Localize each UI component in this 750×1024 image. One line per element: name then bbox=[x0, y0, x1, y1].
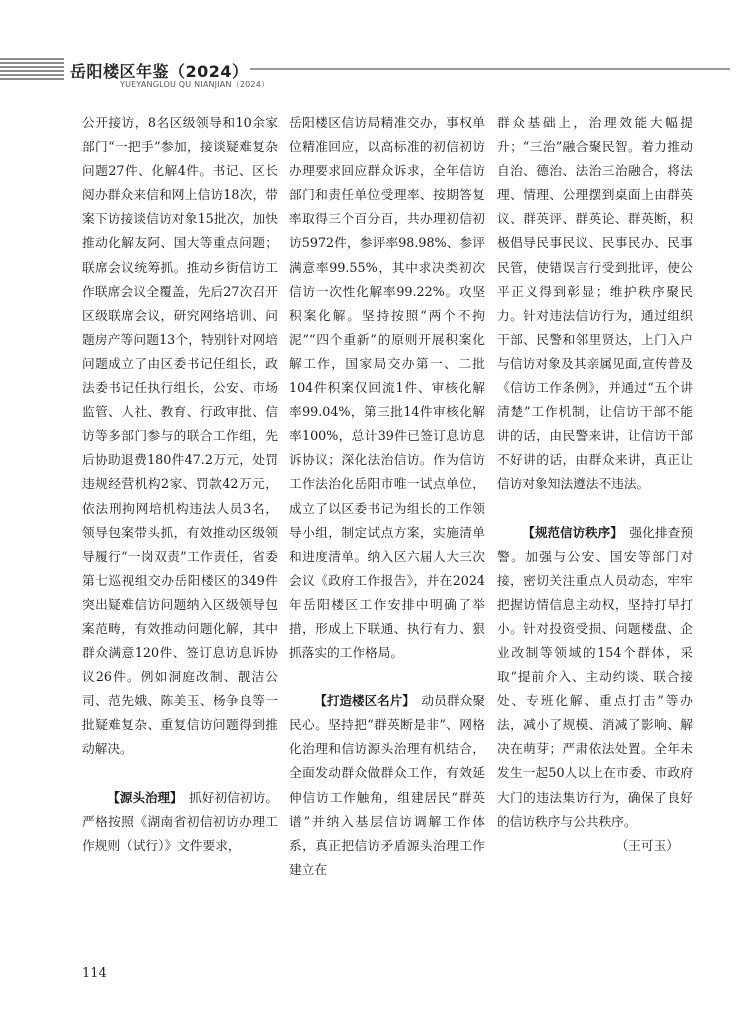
section-body: 强化排查预警。加强与公安、国安等部门对接，密切关注重点人员动态，牢牢把握访情信息主动权，坚持打早打小。针对投资受损、问题楼盘、企业改制等领域的154个群体，采取“提前介入、主动约谈、联合接处、专班化解、重点打击”等办法，减小了规模、消减了影响、解决在萌芽；严肃依法处置。全年未发生一起50人以上在市委、市政府大门的违法集访行为，确保了良好的信访秩序与公共秩序。 bbox=[497, 524, 694, 829]
paragraph-petition-order bbox=[497, 521, 693, 834]
text-column-1 bbox=[82, 111, 278, 858]
author-credit: （王可玉） bbox=[615, 837, 679, 853]
header-stripes-decoration bbox=[0, 58, 64, 84]
paragraph: 公开接访，8名区级领导和10余家部门“一把手”参加，接谈疑难复杂问题27件、化解4件。书记、区长阅办群众来信和网上信访18次，带案下访接谈信访对象15批次，加快推动化解友阿、国大等重点问题；联席会议统筹抓。推动乡街信访工作联席会议全覆盖，先后27次召开区级联席会议，研究网络培训、问题房产等问题13个，特别针对网培问题成立了由区委书记任组长，政法委书记任执行组长，公安、市场监管、人社、教育、行政审批、信访等多部门参与的联合工作组，先后协助退费180件47.2万元，处罚违规经营机构2家、罚款42万元，依法刑拘网培机构违法人员3名，领导包案带头抓，有效推动区级领导履行“一岗双责”工作责任，省委第七巡视组交办岳阳楼区的349件突出疑难信访问题纳入区级领导包案范畴，有效推动问题化解，其中群众满意120件、签订息访息诉协议26件。例如洞庭改制、靓洁公司、范先娥、陈美玉、杨争良等一批疑难复杂、重复信访问题得到推动解决。 bbox=[82, 115, 278, 757]
section-heading: 【打造楼区名片】 bbox=[314, 693, 409, 709]
text-column-3 bbox=[497, 111, 693, 858]
section-body: 抓好初信初访。严格按照《湖南省初信初访办理工作规则（试行）》文件要求， bbox=[82, 789, 279, 853]
paragraph-district-brand bbox=[289, 689, 485, 882]
section-heading: 【规范信访秩序】 bbox=[522, 524, 617, 540]
section-body: 动员群众聚民心。坚持把“群英断是非”、网格化治理和信访源头治理有机结合，全面发动群众做群众工作，有效延伸信访工作触角，组建居民“群英谱”并纳入基层信访调解工作体系，真正把信访矛盾源头治理工作建立在 bbox=[289, 693, 486, 877]
text-column-2 bbox=[289, 111, 485, 882]
yearbook-title: 岳阳楼区年鉴（2024） bbox=[70, 62, 249, 81]
header-rule bbox=[250, 68, 730, 70]
yearbook-subtitle: YUEYANGLOU QU NIANJIAN（2024） bbox=[120, 80, 270, 89]
paragraph-source-governance bbox=[82, 786, 278, 858]
page-header bbox=[0, 0, 750, 100]
paragraph: 岳阳楼区信访局精准交办，事权单位精准回应，以高标准的初信初访办理要求回应群众诉求，全年信访部门和责任单位受理率、按期答复率取得三个百分百，共办理初信初访5972件，参评率98.98%、参评满意率99.55%，其中求决类初次信访一次性化解率99.22%。攻坚积案化解。坚持按照“两个不拘泥”“四个重新”的原则开展积案化解工作，国家局交办第一、二批104件积案仅回流1件、审核化解率99.04%，第三批14件审核化解率100%，总计39件已签订息访息诉协议；深化法治信访。作为信访工作法治化岳阳市唯一试点单位，成立了以区委书记为组长的工作领导小组，制定试点方案，实施清单和进度清单。纳入区六届人大三次会议《政府工作报告》，并在2024年岳阳楼区工作安排中明确了举措，形成上下联通、执行有力、狠抓落实的工作格局。 bbox=[289, 115, 485, 661]
section-heading: 【源头治理】 bbox=[107, 789, 177, 805]
page-number: 114 bbox=[82, 966, 107, 981]
paragraph: 群众基础上，治理效能大幅提升；“三治”融合聚民智。着力推动自治、德治、法治三治融合，将法理、情理、公理摆到桌面上由群英议、群英评、群英论、群英断，积极倡导民事民议、民事民办、民事民管，使错误言行受到批评，使公平正义得到彰显；维护秩序聚民力。针对违法信访行为，通过组织干部、民警和邻里贤达，上门入户与信访对象及其亲属见面,宣传普及《信访工作条例》，并通过“五个讲清楚”工作机制，让信访干部不能讲的话，由民警来讲，让信访干部不好讲的话，由群众来讲，真正让信访对象知法遵法不违法。 bbox=[497, 115, 693, 492]
